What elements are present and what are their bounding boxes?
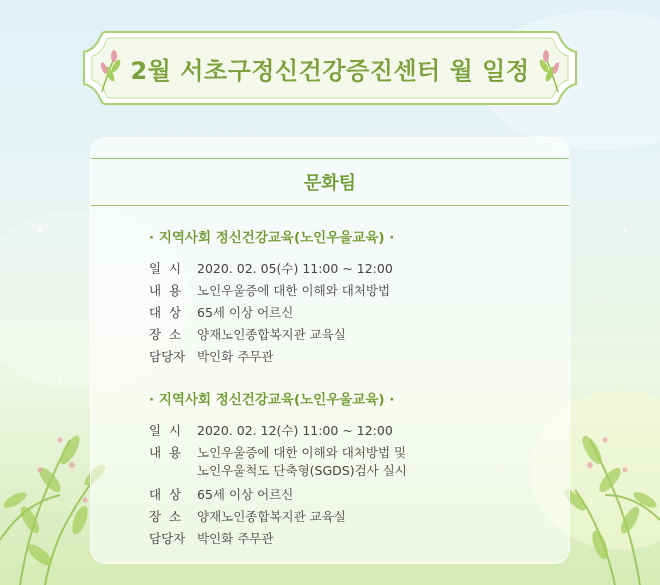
row-value: 2020. 02. 12(수) 11:00 ~ 12:00 [197,423,393,438]
row-label: 내 용 [149,445,182,460]
row-label: 일 시 [149,423,182,438]
event-2 [149,388,407,550]
event-1 [149,226,394,368]
row-label: 담당자 [149,531,186,546]
row-label: 대 상 [149,305,182,320]
row-value: 65세 이상 어르신 [197,487,294,502]
row-value: 양재노인종합복지관 교육실 [197,327,346,342]
team-name: 문화팀 [91,158,569,206]
event-row-place [149,324,394,346]
row-value: 노인우울증에 대한 이해와 대처방법 [197,283,391,298]
event-title: · 지역사회 정신건강교육(노인우울교육) · [149,230,395,246]
row-label: 내 용 [149,283,182,298]
event-row-content [149,442,407,464]
row-value-continued: 노인우울척도 단축형(SGDS)검사 실시 [197,463,407,478]
event-row-date [149,420,407,442]
row-label: 담당자 [149,349,186,364]
event-row-content [149,280,394,302]
schedule-card [90,137,570,564]
row-value: 박인화 주무관 [197,531,274,546]
row-label: 장 소 [149,327,182,342]
row-label: 대 상 [149,487,182,502]
row-value: 양재노인종합복지관 교육실 [197,509,346,524]
event-title: · 지역사회 정신건강교육(노인우울교육) · [149,392,395,408]
row-label: 일 시 [149,261,182,276]
event-row-target [149,484,407,506]
row-value: 노인우울증에 대한 이해와 대처방법 및 [197,445,407,460]
event-row-manager [149,346,394,368]
title-plaque [80,28,580,108]
row-value: 65세 이상 어르신 [197,305,294,320]
row-value: 2020. 02. 05(수) 11:00 ~ 12:00 [197,261,393,276]
event-row-date [149,258,394,280]
event-row-place [149,506,407,528]
event-row-manager [149,528,407,550]
page-title: 2월 서초구정신건강증진센터 월 일정 [130,56,530,85]
row-label: 장 소 [149,509,182,524]
row-value: 박인화 주무관 [197,349,274,364]
event-row-target [149,302,394,324]
